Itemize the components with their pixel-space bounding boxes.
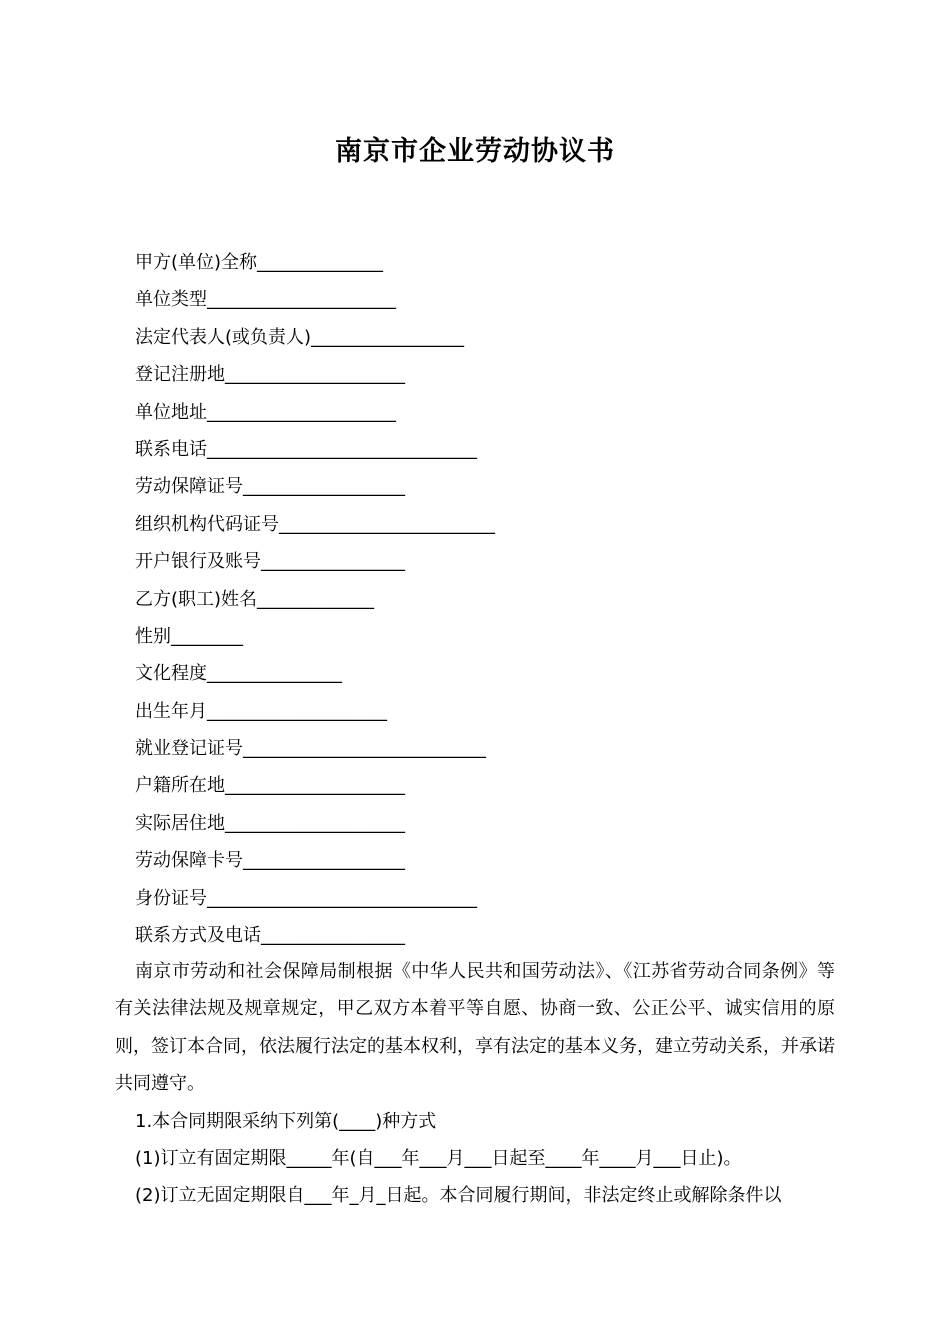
field-label: 文化程度 [135, 663, 207, 685]
field-blank: _____________ [257, 588, 375, 610]
field-party-b-name [135, 581, 835, 618]
field-blank: ________________ [261, 925, 405, 947]
field-label: 开户银行及账号 [135, 551, 261, 573]
field-actual-residence [135, 805, 835, 842]
field-label: 联系电话 [135, 438, 207, 460]
party-info-fields [135, 244, 835, 954]
field-employment-reg [135, 730, 835, 767]
field-labor-security-cert [135, 468, 835, 505]
field-labor-security-card [135, 842, 835, 879]
field-unit-address [135, 394, 835, 431]
field-unit-type [135, 281, 835, 318]
field-org-code-cert [135, 506, 835, 543]
field-label: 实际居住地 [135, 812, 225, 834]
field-label: 乙方(职工)姓名 [135, 588, 258, 610]
field-label: 出生年月 [135, 700, 207, 722]
field-blank: _________________ [311, 326, 465, 348]
field-label: 单位类型 [135, 289, 207, 311]
field-blank: ______________________________ [207, 887, 477, 909]
field-bank-account [135, 543, 835, 580]
field-blank: ____________________ [207, 700, 387, 722]
field-label: 登记注册地 [135, 364, 225, 386]
field-blank: ___________________________ [243, 738, 486, 760]
field-label: 法定代表人(或负责人) [135, 326, 312, 348]
field-label: 劳动保障卡号 [135, 850, 243, 872]
clause-1: 1.本合同期限采纳下列第(____)种方式 [135, 1110, 437, 1132]
field-label: 就业登记证号 [135, 738, 243, 760]
clause-1-option-2: (2)订立无固定期限自___年_月_日起。本合同履行期间，非法定终止或解除条件以 [135, 1185, 782, 1207]
field-party-a-name [135, 244, 835, 281]
field-label: 劳动保障证号 [135, 476, 243, 498]
field-blank: ____________________ [225, 364, 405, 386]
field-blank: ____________________ [225, 812, 405, 834]
field-education [135, 655, 835, 692]
field-contact-phone [135, 431, 835, 468]
field-gender [135, 618, 835, 655]
field-id-number [135, 880, 835, 917]
field-blank: ____________________ [225, 775, 405, 797]
field-blank: __________________ [243, 476, 405, 498]
field-blank: _____________________ [207, 401, 396, 423]
field-registration-place [135, 356, 835, 393]
field-birth-date [135, 693, 835, 730]
intro-paragraph: 南京市劳动和社会保障局制根据《中华人民共和国劳动法》、《江苏省劳动合同条例》等有关法律法规及规章规定，甲乙双方本着平等自愿、协商一致、公正公平、诚实信用的原则，签订本合同，依法履行法定的基本权利，享有法定的基本义务，建立劳动关系，并承诺共同遵守。 [115, 961, 835, 1095]
document-title: 南京市企业劳动协议书 [335, 136, 615, 167]
field-contact-method [135, 917, 835, 954]
field-label: 性别 [135, 625, 171, 647]
field-household-reg [135, 767, 835, 804]
field-blank: _______________ [207, 663, 342, 685]
field-blank: ________________________ [279, 513, 495, 535]
contract-body [115, 953, 835, 1215]
field-blank: _____________________ [207, 289, 396, 311]
field-blank: ________ [171, 625, 243, 647]
field-label: 户籍所在地 [135, 775, 225, 797]
field-blank: __________________ [243, 850, 405, 872]
field-label: 单位地址 [135, 401, 207, 423]
field-blank: ________________ [261, 551, 405, 573]
field-blank: ______________ [257, 252, 384, 273]
field-label: 甲方(单位)全称 [135, 252, 258, 273]
field-label: 身份证号 [135, 887, 207, 909]
field-blank: ______________________________ [207, 438, 477, 460]
field-legal-representative [135, 319, 835, 356]
clause-1-option-1: (1)订立有固定期限_____年(自___年___月___日起至____年____月___日止)。 [135, 1148, 742, 1170]
field-label: 组织机构代码证号 [135, 513, 279, 535]
field-label: 联系方式及电话 [135, 925, 261, 947]
